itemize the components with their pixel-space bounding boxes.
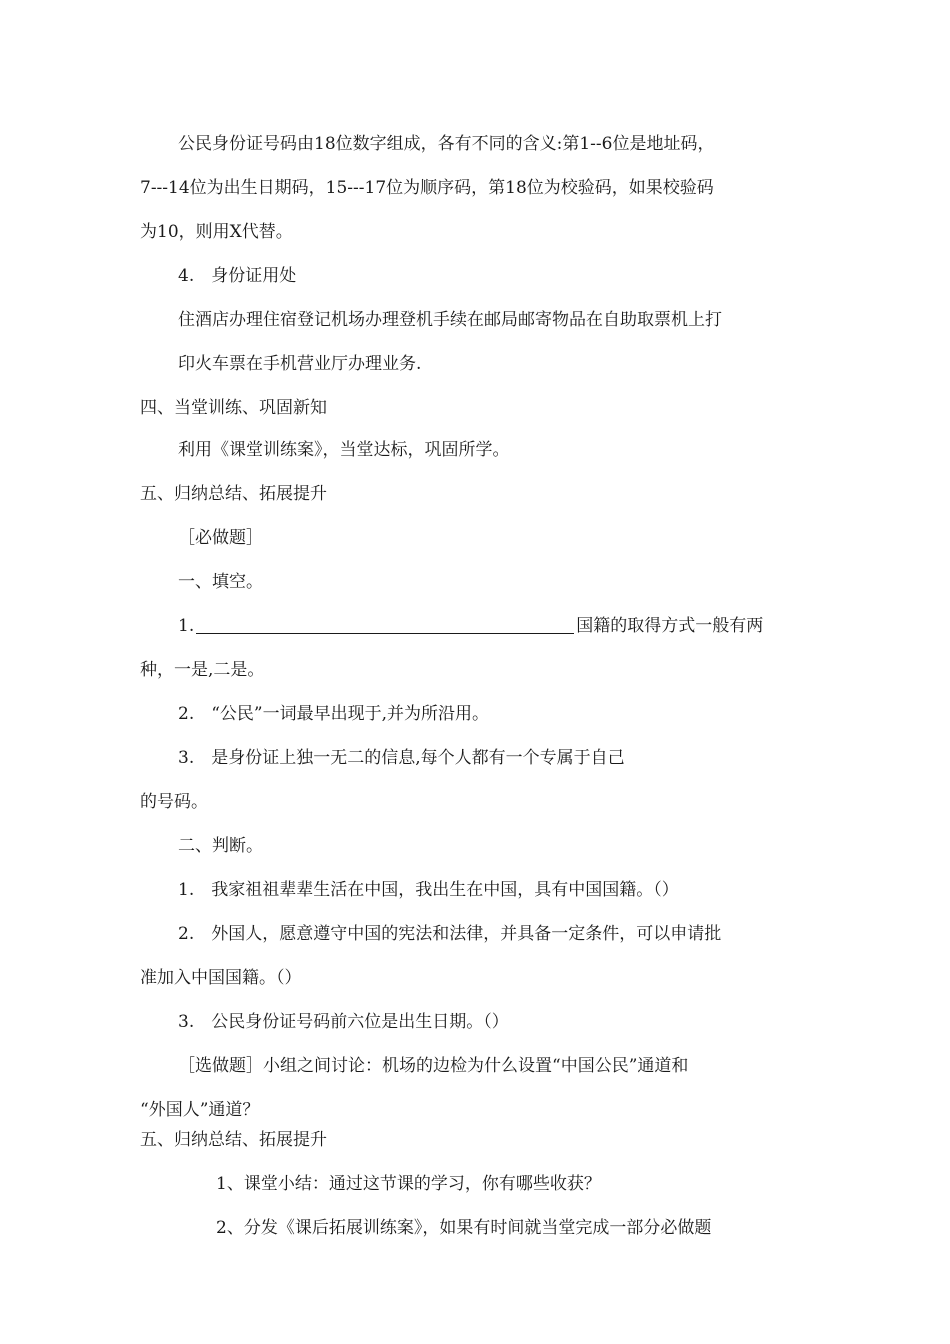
item4-body-line-2: 印火车票在手机营业厅办理业务. bbox=[178, 354, 422, 374]
required-label: ［必做题］ bbox=[178, 528, 263, 548]
optional-question-cont: “外国人”通道？ bbox=[140, 1100, 260, 1120]
fill-q1-prefix: 1. bbox=[178, 616, 195, 636]
item4-title: 4. 身份证用处 bbox=[178, 266, 297, 286]
section5-heading: 五、归纳总结、拓展提升 bbox=[140, 484, 327, 504]
judge-q3: 3. 公民身份证号码前六位是出生日期。（） bbox=[178, 1012, 509, 1032]
judge-q1: 1. 我家祖祖辈辈生活在中国，我出生在中国，具有中国国籍。（） bbox=[178, 880, 679, 900]
fill-title: 一、填空。 bbox=[178, 572, 263, 592]
judge-q2-cont: 准加入中国国籍。（） bbox=[140, 968, 302, 988]
section5b-heading: 五、归纳总结、拓展提升 bbox=[140, 1130, 327, 1150]
fill-q3-cont: 的号码。 bbox=[140, 792, 208, 812]
section4-body: 利用《课堂训练案》，当堂达标，巩固所学。 bbox=[178, 440, 510, 460]
summary-item-1: 1、课堂小结：通过这节课的学习，你有哪些收获？ bbox=[216, 1174, 601, 1194]
fill-q1-cont: 种，一是,二是。 bbox=[140, 660, 265, 680]
id-number-line-3: 为10，则用X代替。 bbox=[140, 222, 293, 242]
fill-q1-blank[interactable] bbox=[196, 632, 574, 634]
fill-q1-suffix: 国籍的取得方式一般有两 bbox=[576, 616, 764, 636]
id-number-line-2: 7---14位为出生日期码，15---17位为顺序码，第18位为校验码，如果校验码 bbox=[140, 178, 714, 198]
item4-body-line-1: 住酒店办理住宿登记机场办理登机手续在邮局邮寄物品在自助取票机上打 bbox=[178, 310, 722, 330]
summary-item-2: 2、分发《课后拓展训练案》，如果有时间就当堂完成一部分必做题 bbox=[216, 1218, 712, 1238]
optional-question: ［选做题］小组之间讨论：机场的边检为什么设置“中国公民”通道和 bbox=[178, 1056, 689, 1076]
fill-q1 bbox=[178, 614, 763, 638]
judge-title: 二、判断。 bbox=[178, 836, 263, 856]
id-number-line-1: 公民身份证号码由18位数字组成，各有不同的含义:第1--6位是地址码， bbox=[178, 134, 715, 154]
fill-q2: 2. “公民”一词最早出现于,并为所沿用。 bbox=[178, 704, 490, 724]
judge-q2: 2. 外国人，愿意遵守中国的宪法和法律，并具备一定条件，可以申请批 bbox=[178, 924, 722, 944]
section4-heading: 四、当堂训练、巩固新知 bbox=[140, 398, 327, 418]
fill-q3: 3. 是身份证上独一无二的信息,每个人都有一个专属于自己 bbox=[178, 748, 625, 768]
